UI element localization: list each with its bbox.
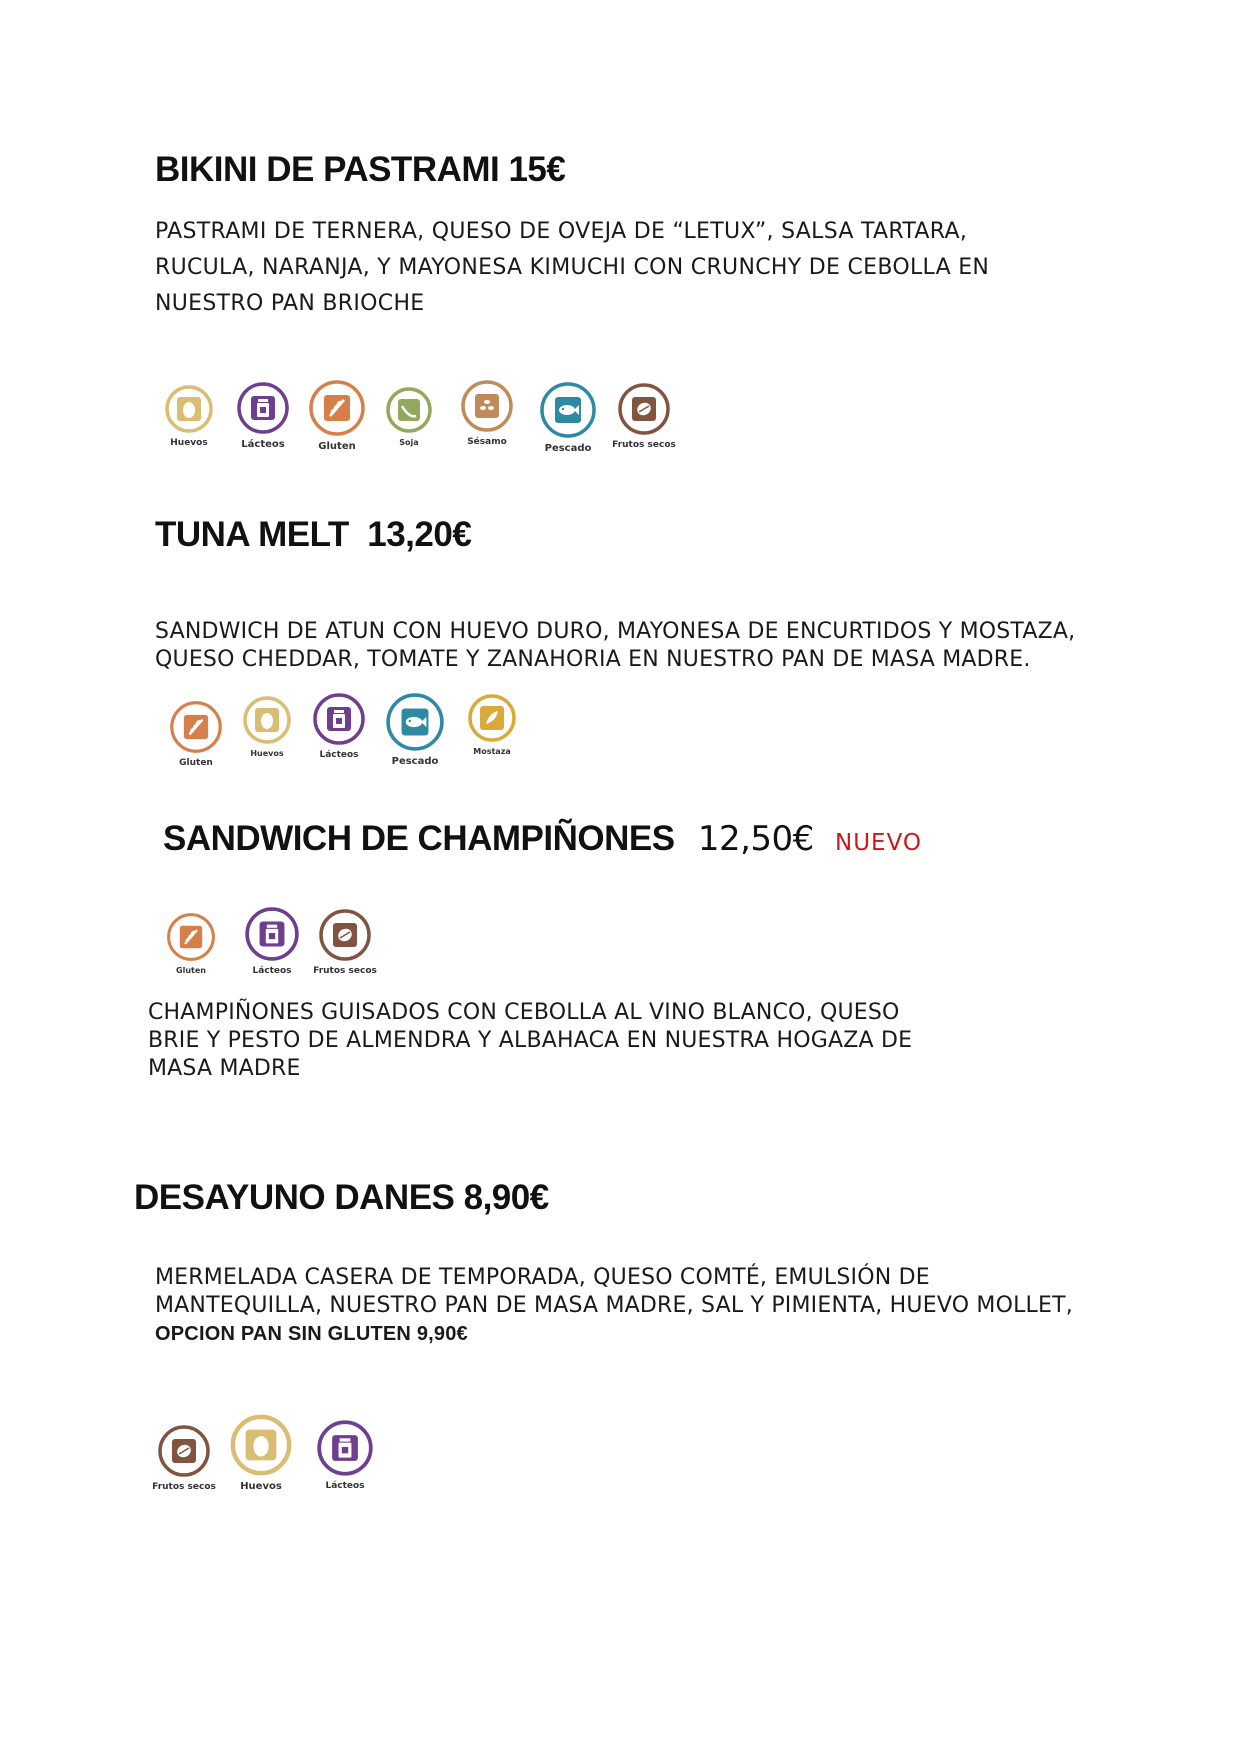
description-line: PASTRAMI DE TERNERA, QUESO DE OVEJA DE “LETUX”, SALSA TARTARA, xyxy=(155,219,968,244)
nut-icon xyxy=(157,1424,211,1478)
allergen-label: Lácteos xyxy=(325,1481,365,1491)
allergen-mostaza xyxy=(461,693,523,756)
description-line: RUCULA, NARANJA, Y MAYONESA KIMUCHI CON CRUNCHY DE CEBOLLA EN xyxy=(155,255,990,280)
milk-icon xyxy=(236,381,290,435)
nut-icon xyxy=(617,382,671,436)
allergen-huevos xyxy=(156,384,222,448)
fish-icon xyxy=(539,381,597,439)
allergen-frutos-secos xyxy=(150,1424,218,1492)
allergen-label: Lácteos xyxy=(252,966,292,976)
allergen-pescado xyxy=(532,381,604,454)
allergen-label: Frutos secos xyxy=(152,1482,216,1492)
allergen-label: Huevos xyxy=(170,438,208,448)
allergen-label: Gluten xyxy=(176,966,206,975)
allergen-gluten xyxy=(302,379,372,452)
allergen-lacteos xyxy=(306,692,372,760)
description-line: QUESO CHEDDAR, TOMATE Y ZANAHORIA EN NUESTRO PAN DE MASA MADRE. xyxy=(155,647,1031,672)
soy-icon xyxy=(385,386,433,434)
fish-icon xyxy=(385,692,445,752)
description-line: MASA MADRE xyxy=(148,1056,301,1081)
allergen-label: Pescado xyxy=(391,756,439,767)
nut-icon xyxy=(318,908,372,962)
description-line: SANDWICH DE ATUN CON HUEVO DURO, MAYONESA DE ENCURTIDOS Y MOSTAZA, xyxy=(155,619,1076,644)
item-description-bikini xyxy=(155,214,989,322)
description-line: NUESTRO PAN BRIOCHE xyxy=(155,291,425,316)
new-badge: NUEVO xyxy=(835,830,923,856)
allergen-lacteos xyxy=(239,906,305,976)
allergen-label: Gluten xyxy=(318,441,356,452)
allergen-label: Huevos xyxy=(240,1481,282,1492)
item-title-champinones xyxy=(163,819,922,859)
egg-icon xyxy=(164,384,214,434)
description-line: MERMELADA CASERA DE TEMPORADA, QUESO COMTÉ, EMULSIÓN DE xyxy=(155,1265,930,1290)
allergen-label: Mostaza xyxy=(473,747,511,756)
allergen-label: Gluten xyxy=(179,758,213,768)
allergen-lacteos xyxy=(310,1419,380,1491)
allergen-gluten xyxy=(160,912,222,975)
allergen-gluten xyxy=(163,700,229,768)
item-title-bikini: BIKINI DE PASTRAMI 15€ xyxy=(155,150,566,189)
milk-icon xyxy=(312,692,366,746)
allergen-label: Frutos secos xyxy=(313,966,377,976)
allergen-label: Lácteos xyxy=(241,439,285,450)
wheat-icon xyxy=(169,700,223,754)
item-title-desayuno-danes: DESAYUNO DANES 8,90€ xyxy=(134,1178,549,1217)
allergen-frutos-secos xyxy=(307,908,383,976)
description-line: BRIE Y PESTO DE ALMENDRA Y ALBAHACA EN NUESTRA HOGAZA DE xyxy=(148,1028,913,1053)
description-line: CHAMPIÑONES GUISADOS CON CEBOLLA AL VINO BLANCO, QUESO xyxy=(148,1000,900,1025)
mustard-icon xyxy=(467,693,517,743)
allergen-huevos xyxy=(226,1413,296,1492)
milk-icon xyxy=(316,1419,374,1477)
item-name: SANDWICH DE CHAMPIÑONES xyxy=(163,819,675,858)
egg-icon xyxy=(229,1413,293,1477)
allergen-pescado xyxy=(378,692,452,767)
allergen-label: Sésamo xyxy=(467,437,507,447)
sesame-icon xyxy=(460,379,514,433)
allergen-huevos xyxy=(236,695,298,758)
allergen-label: Soja xyxy=(399,438,419,447)
allergen-sesamo xyxy=(454,379,520,447)
wheat-icon xyxy=(166,912,216,962)
wheat-icon xyxy=(308,379,366,437)
item-description-tuna-melt xyxy=(155,618,1075,674)
allergen-soja xyxy=(378,386,440,447)
allergen-label: Frutos secos xyxy=(612,440,676,450)
allergen-label: Lácteos xyxy=(319,750,359,760)
description-line: MANTEQUILLA, NUESTRO PAN DE MASA MADRE, SAL Y PIMIENTA, HUEVO MOLLET, xyxy=(155,1293,1073,1318)
item-description-desayuno-danes xyxy=(155,1264,1073,1348)
item-price: 12,50€ xyxy=(697,819,814,859)
allergen-label: Pescado xyxy=(544,443,592,454)
egg-icon xyxy=(242,695,292,745)
allergen-frutos-secos xyxy=(608,382,680,450)
milk-icon xyxy=(244,906,300,962)
gluten-free-option: OPCION PAN SIN GLUTEN 9,90€ xyxy=(155,1323,468,1345)
item-description-champinones xyxy=(148,999,912,1083)
allergen-label: Huevos xyxy=(250,749,284,758)
item-title-tuna-melt: TUNA MELT 13,20€ xyxy=(155,515,472,554)
allergen-lacteos xyxy=(230,381,296,450)
